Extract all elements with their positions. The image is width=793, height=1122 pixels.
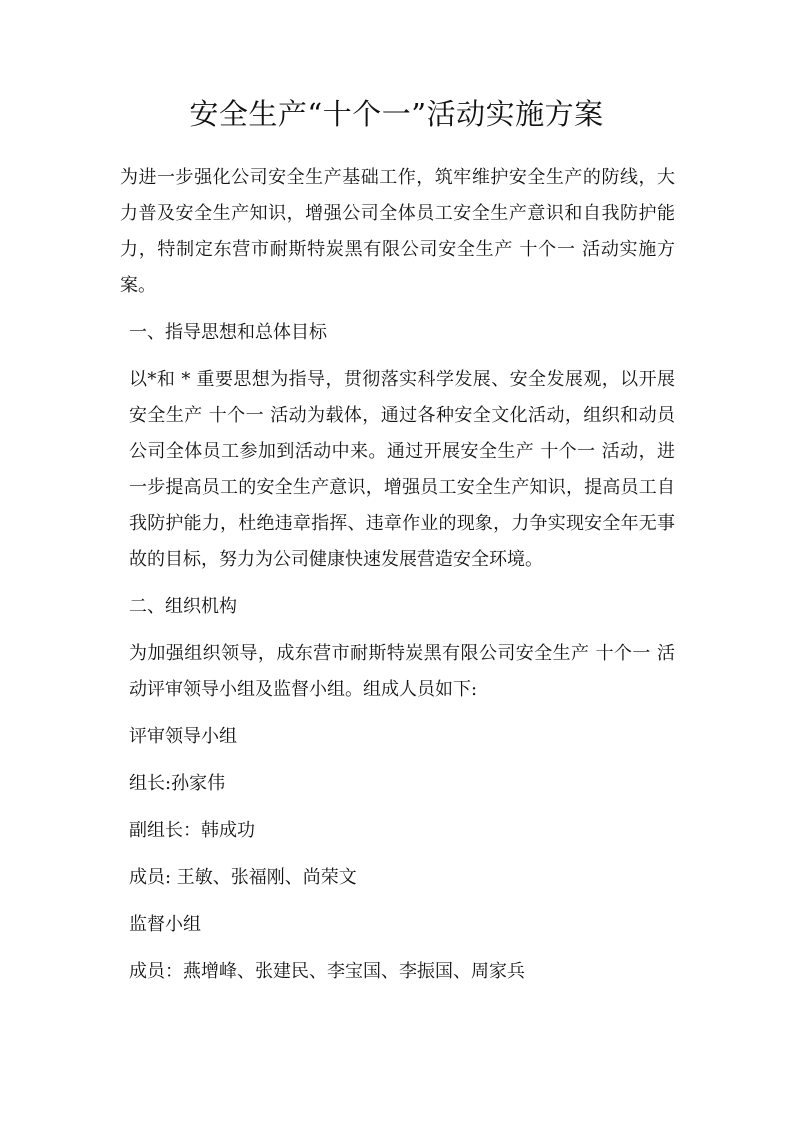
- document-title: 安全生产“十个一”活动实施方案: [189, 97, 604, 131]
- section-heading-organization: 二、组织机构: [129, 596, 237, 617]
- deputy-leader-line: 副组长：韩成功: [129, 820, 255, 841]
- review-group-label: 评审领导小组: [129, 726, 237, 747]
- supervision-group-label: 监督小组: [129, 914, 201, 935]
- group-leader-line: 组长:孙家伟: [129, 773, 226, 794]
- document-body: [120, 160, 675, 990]
- review-members-line: 成员: 王敏、张福刚、尚荣文: [129, 867, 357, 888]
- organization-paragraph: 为加强组织领导，成东营市耐斯特炭黑有限公司安全生产 十个一 活动评审领导小组及监督小组。组成人员如下:: [129, 643, 675, 700]
- supervision-members-line: 成员：燕增峰、张建民、李宝国、李振国、周家兵: [129, 961, 525, 982]
- guiding-ideology-paragraph: 以*和 * 重要思想为指导，贯彻落实科学发展、安全发展观，以开展安全生产 十个一 活动为载体，通过各种安全文化活动，组织和动员公司全体员工参加到活动中来。通过开展安全生产 十个一 活动，进一步提高员工的安全生产意识，增强员工安全生产知识，提高员工自我防护能力，杜绝违章指挥、违章作业的现象，力争实现安全年无事故的目标，努力为公司健康快速发展营造安全环境。: [129, 369, 675, 570]
- intro-paragraph: 为进一步强化公司安全生产基础工作，筑牢维护安全生产的防线，大力普及安全生产知识，增强公司全体员工安全生产意识和自我防护能力，特制定东营市耐斯特炭黑有限公司安全生产 十个一 活动实施方案。: [120, 167, 675, 296]
- section-heading-guiding-ideology: 一、指导思想和总体目标: [129, 322, 327, 343]
